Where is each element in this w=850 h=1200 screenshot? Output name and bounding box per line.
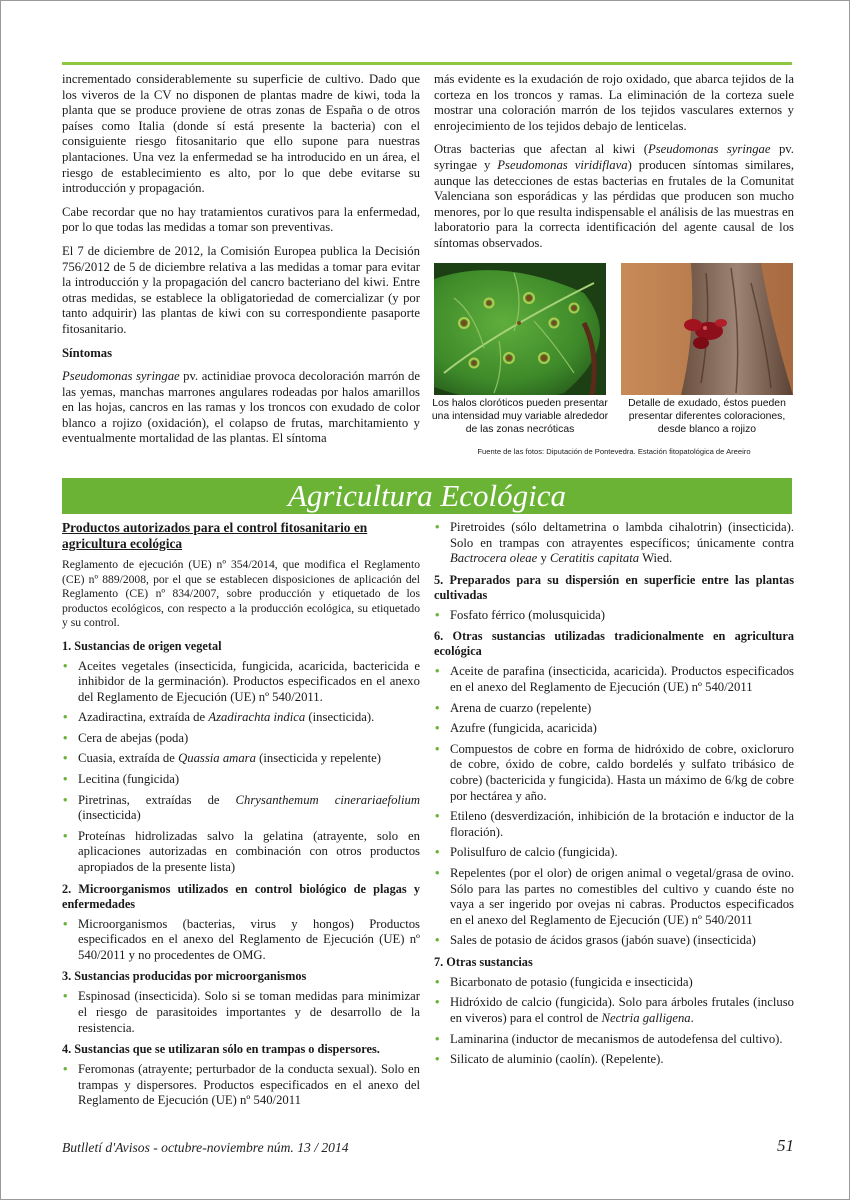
substance-list — [434, 520, 794, 567]
substance-list — [62, 1062, 420, 1109]
list-item: • Cera de abejas (poda) — [63, 730, 189, 745]
list-item: • Sales de potasio de ácidos grasos (jabón suave) (insecticida) — [435, 933, 756, 948]
list-item: • Aceite de parafina (insecticida, acaricida). Productos especificados en el anexo del Reglamento de Ejecución (UE) nº 540/2011 — [435, 664, 794, 694]
article-column-1 — [62, 72, 420, 455]
list-item: • Microorganismos (bacterias, virus y hongos) Productos especificados en el anexo del Reglamento de Ejecución (UE) nº 540/2011 y no procedentes de OMG. — [63, 916, 420, 962]
list-item: • Piretroides (sólo deltametrina o lambda cihalotrin) (insecticida). Solo en trampas con atrayentes específicos; únicamente contra Bactrocera oleae y Ceratitis capitata Wied. — [435, 520, 794, 566]
paragraph: Pseudomonas syringae pv. actinidiae provoca decoloración marrón de las yemas, manchas marrones angulares rodeadas por halos amarillos en las hojas, cancros en las ramas y los troncos con exudado de color blanco a rojizo (oxidación), el colapso de frutas, marchitamiento y eventualmente mortalidad de las plantas. El síntoma — [62, 369, 420, 446]
list-item: • Repelentes (por el olor) de origen animal o vegetal/grasa de ovino. Sólo para las partes no comestibles del cultivo y cuando éste no vaya a ser ingerido por ovejas ni cabras. Productos especificados en el anexo del Reglamento de Ejecución (UE) nº 540/2011 — [435, 865, 794, 927]
list-item: • Cuasia, extraída de Quassia amara (insecticida y repelente) — [63, 751, 382, 766]
subsection-heading: 5. Preparados para su dispersión en superficie entre las plantas cultivadas — [434, 572, 794, 602]
substance-list — [434, 664, 794, 949]
substance-list — [62, 989, 420, 1036]
photo-credit: Fuente de las fotos: Diputación de Pontevedra. Estación fitopatológica de Areeiro — [477, 447, 751, 456]
list-item: • Arena de cuarzo (repelente) — [435, 700, 592, 715]
list-item: • Piretrinas, extraídas de Chrysanthemum cinerariaefolium (insecticida) — [63, 792, 420, 823]
organic-column-2 — [434, 520, 794, 1074]
substance-list — [434, 975, 794, 1068]
journal-footer: Butlletí d'Avisos - octubre-noviembre núm. 13 / 2014 — [62, 1140, 349, 1155]
paragraph: Cabe recordar que no hay tratamientos curativos para la enfermedad, por lo que todas las medidas a tomar son preventivas. — [62, 204, 420, 235]
species-name: Pseudomonas syringae — [62, 369, 180, 384]
list-item: • Azadiractina, extraída de Azadirachta indica (insecticida). — [63, 710, 375, 725]
paragraph: incrementado considerablemente su superficie de cultivo. Dado que los viveros de la CV no disponen de plantas madre de kiwi, toda la planta que se produce proviene de otras zonas de España o de otros países como Italia (donde sí está presente la bacteria) con el consiguiente riesgo fitosanitario que ello supone para nuestras plantaciones. Una vez la enfermedad se ha introducido en un área, el riesgo de establecimiento es alto, por lo que debe evitarse su introducción y propagación. — [62, 72, 420, 196]
section-banner: Agricultura Ecológica — [62, 478, 792, 514]
list-item: • Feromonas (atrayente; perturbador de la conducta sexual). Solo en trampas y dispersores. Productos especificados en el anexo del Reglamento de Ejecución (UE) nº 540/2011 — [63, 1062, 420, 1108]
subsection-heading: 7. Otras sustancias — [434, 954, 533, 969]
page-number: 51 — [777, 1136, 794, 1155]
section-title: Productos autorizados para el control fitosanitario en agricultura ecológica — [62, 520, 368, 551]
list-item: • Bicarbonato de potasio (fungicida e insecticida) — [435, 974, 693, 989]
list-item: • Polisulfuro de calcio (fungicida). — [435, 845, 618, 860]
list-item: • Laminarina (inductor de mecanismos de autodefensa del cultivo). — [435, 1031, 783, 1046]
subsection-heading: 4. Sustancias que se utilizaran sólo en trampas o dispersores. — [62, 1042, 380, 1057]
list-item: • Espinosad (insecticida). Solo si se toman medidas para minimizar el riesgo de parasitoides importantes y de desarrollo de la resistencia. — [63, 989, 420, 1035]
symptoms-heading: Síntomas — [62, 345, 113, 360]
subsection-heading: 6. Otras sustancias utilizadas tradicionalmente en agricultura ecológica — [434, 629, 794, 659]
list-item: • Etileno (desverdización, inhibición de la brotación e inductor de la floración). — [435, 809, 794, 839]
list-item: • Aceites vegetales (insecticida, fungicida, acaricida, bactericida e inhibidor de la germinación). Productos especificados en el anexo del Reglamento de Ejecución (UE) nº 540/2011. — [63, 658, 420, 704]
substance-list — [434, 608, 794, 624]
list-item: • Azufre (fungicida, acaricida) — [435, 721, 597, 736]
substance-list — [62, 659, 420, 876]
list-item: • Lecitina (fungicida) — [63, 772, 180, 787]
list-item: • Hidróxido de calcio (fungicida). Solo para árboles frutales (incluso en viveros) para el control de Nectria galligena. — [435, 995, 794, 1026]
leaf-symptoms-photo — [434, 263, 606, 395]
subsection-heading: 3. Sustancias producidas por microorganismos — [62, 969, 307, 984]
trunk-exudate-photo — [621, 263, 793, 395]
list-item: • Compuestos de cobre en forma de hidróxido de cobre, oxicloruro de cobre, óxido de cobre, caldo bordelés y sulfato tribásico de cobre) (bactericida y fungicida). Hasta un máximo de 6/kg de cobre por hectárea y año. — [435, 741, 794, 803]
top-green-rule — [62, 62, 792, 65]
article-column-2 — [434, 72, 794, 260]
list-item: • Proteínas hidrolizadas salvo la gelatina (atrayente, solo en aplicaciones autorizadas en combinación con otros productos apropiados de la presente lista) — [63, 828, 420, 875]
paragraph: Otras bacterias que afectan al kiwi (Pseudomonas syringae pv. syringae y Pseudomonas viridiflava) producen síntomas similares, aunque las detecciones de estas bacterias en frutales de la Comunitat Valenciana son esporádicas y las pérdidas que producen son mucho menores, por lo que resulta indispensable el análisis de las muestras en laboratorio para la correcta identificación del agente causal de los síntomas observados. — [434, 142, 794, 250]
regulation-intro: Reglamento de ejecución (UE) nº 354/2014, que modifica el Reglamento (CE) nº 889/2008, por el que se establecen disposiciones de aplicación del Reglamento (CE) nº 834/2007, sobre producción y etiquetado de los productos ecológicos, con respecto a la producción ecológica, su etiquetado y su control. — [62, 558, 420, 629]
photo-caption-exudate: Detalle de exudado, éstos pueden presentar diferentes coloraciones, desde blanco a rojizo — [628, 398, 786, 436]
paragraph: más evidente es la exudación de rojo oxidado, que abarca tejidos de la corteza en los troncos y ramas. La eliminación de la corteza suele mostrar una coloración marrón de los tejidos vasculares externos y enrojecimiento de los tejidos debajo de lenticelas. — [434, 72, 794, 133]
substance-list — [62, 917, 420, 964]
paragraph: El 7 de diciembre de 2012, la Comisión Europea publica la Decisión 756/2012 de 5 de diciembre relativa a las medidas a tomar para evitar la introducción y la propagación del cancro bacteriano del kiwi. Entre otras medidas, se establece la obligatoriedad de comercializar (y por tanto adquirir) las plantas de kiwi con su correspondiente pasaporte fitosanitario. — [62, 243, 420, 336]
organic-column-1 — [62, 520, 420, 1115]
list-item: • Silicato de aluminio (caolín). (Repelente). — [435, 1052, 664, 1067]
photo-caption-leaf: Los halos cloróticos pueden presentar una intensidad muy variable alrededor de las zonas necróticas — [431, 398, 609, 436]
subsection-heading: 2. Microorganismos utilizados en control biológico de plagas y enfermedades — [62, 881, 420, 911]
list-item: • Fosfato férrico (molusquicida) — [435, 607, 606, 622]
subsection-heading: 1. Sustancias de origen vegetal — [62, 638, 222, 653]
